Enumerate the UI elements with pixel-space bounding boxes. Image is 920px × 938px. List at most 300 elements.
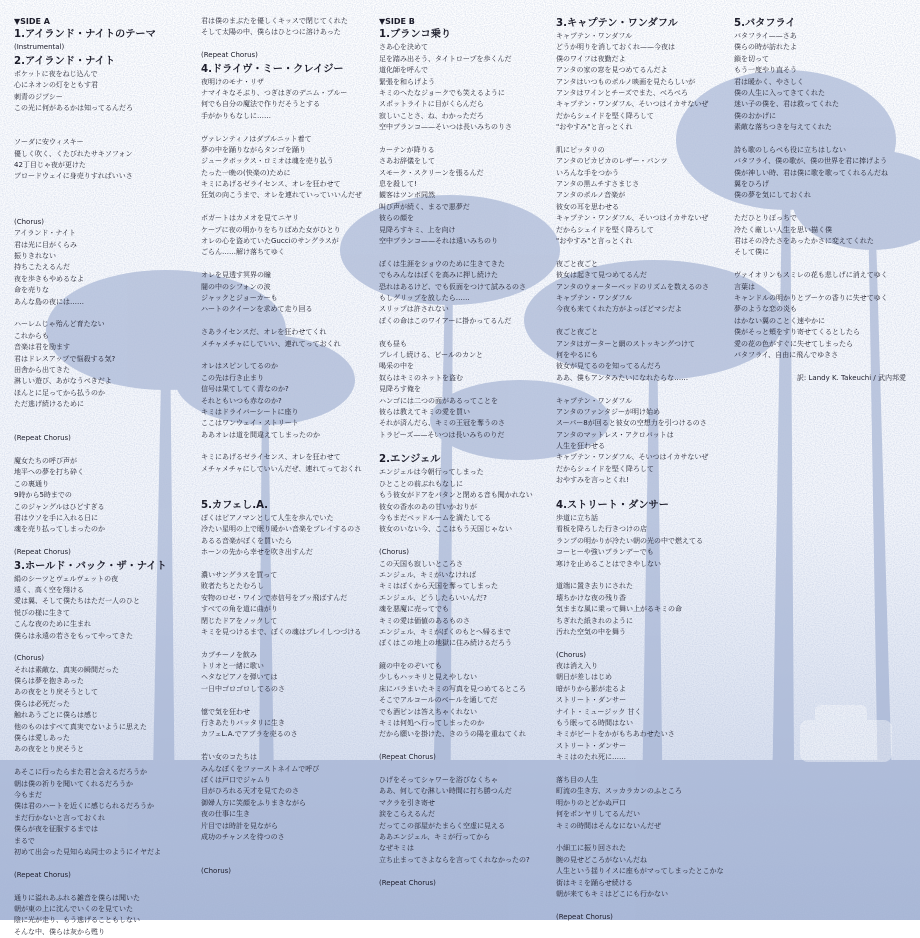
lyric-line: キャンドルの明かりとブーケの香りに失せてゆく	[734, 293, 888, 302]
lyric-line: 何をやるにも	[556, 350, 598, 359]
lyric-line: エンジェル、どうしたらいいんだ?	[379, 593, 487, 602]
lyric-line	[379, 134, 547, 145]
lyric-line: 心にネオンの灯をともす君	[14, 81, 98, 90]
song-title: 2.エンジェル	[379, 454, 441, 466]
lyric-line: ぼくの命はこのワイアーに掛かってるんだ	[379, 316, 512, 325]
lyric-line: エンジェル、キミがいなければ	[379, 570, 477, 579]
lyric-line: 今もまだベッドルームを満たしてる	[379, 514, 491, 523]
lyric-line: 愛の花の色がすぐに失せてしまったら	[734, 339, 853, 348]
lyric-line: 成功のチャンスを待つのさ	[201, 832, 285, 841]
lyric-line: 初めて出会った見知らぬ同士のようにイヤだよ	[14, 847, 161, 856]
lyric-line	[201, 39, 369, 50]
lyric-line: 詩も歌のしらべも役に立ちはしない	[734, 145, 846, 154]
lyrics-column-3	[379, 16, 547, 889]
lyric-line: まるで	[14, 836, 35, 845]
lyric-line: 鏡の中をのぞいても	[379, 662, 442, 671]
lyric-line: 叫び声が続く、まるで悪夢だ	[379, 202, 470, 211]
lyric-line	[201, 638, 369, 649]
lyric-line	[201, 741, 369, 752]
lyric-line: 敗者たちとたむろし	[201, 582, 264, 591]
lyric-line	[14, 183, 182, 194]
lyric-line	[201, 316, 369, 327]
lyric-line: 絹のシーツとヴェルヴェットの夜	[14, 574, 119, 583]
lyric-line: 少しもハッキリと見えやしない	[379, 673, 477, 682]
lyric-line: 他のものはすべて真実でないように思えた	[14, 722, 147, 731]
lyric-line: (Repeat Chorus)	[14, 548, 71, 557]
lyric-line: 彼らの顔を	[379, 214, 414, 223]
lyric-line: 見降ろす俺を	[379, 385, 421, 394]
lyric-line: 信号は果てしてく青なのか?	[201, 385, 289, 394]
side-label: ▼SIDE A	[14, 17, 50, 26]
lyric-line: (Chorus)	[14, 217, 45, 226]
lyric-line: キミはぼくから天国を奪ってしまった	[379, 582, 498, 591]
lyric-line: メチャメチャにしていいんだぜ、連れてっておくれ	[201, 464, 362, 473]
lyric-line: 寂しいことさ、ね、わかっただろ	[379, 111, 484, 120]
lyric-line	[556, 570, 724, 581]
lyric-line	[201, 855, 369, 866]
lyric-line: 立ち止まってさよならを言ってくれなかったの?	[379, 855, 530, 864]
lyric-line: ぼくはピアノマンとして人生を歩んでいた	[201, 514, 334, 523]
lyric-line: ハーレムじゃ殆んど育たない	[14, 320, 105, 329]
lyric-line	[556, 900, 724, 911]
lyric-line: 夜明けのモナ・リザ	[201, 77, 264, 86]
lyric-line: キミにあげるゼライセンス、オレを狂わせて	[201, 453, 341, 462]
lyric-line	[201, 695, 369, 706]
lyric-line: それが済んだら、キミの王冠を奪うのさ	[379, 419, 505, 428]
lyric-line: これからも	[14, 331, 49, 340]
lyric-line: いろんな手をつかう	[556, 168, 619, 177]
lyric-line: キミはドライバーシートに座り	[201, 407, 299, 416]
lyric-line: 田舎から出てきた	[14, 365, 70, 374]
lyric-line: (Repeat Chorus)	[556, 912, 613, 921]
lyric-line: アンタのファンタジーが明け始め	[556, 407, 661, 416]
lyric-line: 僕らの時が訪れたよ	[734, 43, 797, 52]
lyric-line: 触れあうごとに僕らは感じ	[14, 711, 98, 720]
lyric-line	[201, 475, 369, 486]
lyric-line: 小細工に振り回された	[556, 844, 626, 853]
lyric-line: アンタの黒ムチすさまじさ	[556, 180, 640, 189]
lyric-line: ひげをそってシャワーを浴びなくちゃ	[379, 776, 498, 784]
lyric-line: 奴らはキミのネットを盗む	[379, 373, 463, 382]
lyric-line: アンタのポルノ音楽が	[556, 191, 626, 200]
lyric-line: ジュークボックス・ロミオは魂を売り払う	[201, 157, 334, 166]
lyric-line: 魂を悪魔に売ってでも	[379, 605, 449, 614]
lyric-line: 今夜も来てくれた方がよっぽどマシだよ	[556, 305, 682, 314]
lyric-line: 夜も昼も	[379, 339, 407, 348]
lyric-line	[734, 259, 906, 270]
lyric-line: このジャングルはひどすぎる	[14, 502, 105, 511]
lyric-line	[201, 559, 369, 570]
lyric-line	[201, 122, 369, 133]
lyric-line: バタフライ——さあ	[734, 32, 797, 40]
lyric-line: もう眠ってる時間はない	[556, 719, 633, 728]
lyric-line: バタフライ、自由に飛んでゆきさ	[734, 350, 839, 359]
lyric-line: 見降ろすキミ、上を向け	[379, 225, 456, 234]
lyric-line: 迷い子の僕を、君は救ってくれた	[734, 100, 839, 109]
lyric-line: 言葉は	[734, 282, 755, 291]
lyric-line: (Instrumental)	[14, 43, 65, 52]
lyric-line: 人生を狂わせる	[556, 442, 605, 451]
lyric-line: 何をポンヤリしてるんだい	[556, 810, 640, 819]
lyric-line: ぼくはこの地上の地獄に住み続けるだろう	[379, 639, 512, 648]
lyric-line: 街はキミを踊らせ続ける	[556, 878, 633, 887]
lyric-line: 涙をこらえるんだ	[379, 810, 435, 819]
lyric-line: 観客はツンボ同然	[379, 191, 435, 200]
lyric-line: だから願いを掛けた、きのうの陽を重ねてくれ	[379, 730, 526, 739]
lyric-line: 朝日が差しはじめ	[556, 673, 612, 682]
lyric-line: 彼女が見てるのを知ってるんだろ	[556, 362, 661, 371]
lyric-line: アンタはガーターと網のストッキングつけて	[556, 339, 696, 348]
lyric-line	[201, 843, 369, 854]
song-title: 4.ドライヴ・ミー・クレイジー	[201, 63, 344, 75]
lyric-line: (Chorus)	[201, 867, 232, 876]
lyric-line	[14, 411, 182, 422]
lyric-line: それは素敵な、真実の瞬間だった	[14, 665, 119, 674]
lyric-line: 朝は僕の祈りを聞いてくれるだろうか	[14, 779, 133, 788]
lyric-line: ぼくは戸口でジャムり	[201, 776, 271, 784]
lyric-line: ヘタなピアノを弾いては	[201, 673, 278, 682]
lyric-line: 9時から5時までの	[14, 491, 72, 500]
lyric-line: 片目では時計を見ながら	[201, 821, 278, 830]
lyric-line: 空中ブランコ——それは遠いみちのり	[379, 237, 498, 246]
lyric-line: メチャメチャにしていい、連れてっておくれ	[201, 339, 341, 348]
lyric-line: 通りに溢れあふれる雑音を僕らは聞いた	[14, 893, 140, 902]
lyric-line: 鎖を切って	[734, 54, 769, 63]
lyric-line: 振りきれない	[14, 252, 56, 261]
lyric-line: 刺青のジプシー	[14, 92, 63, 101]
lyric-line: でも酒ビンは答えちゃくれない	[379, 707, 477, 716]
lyric-line: だからシェイドを堅く降ろして	[556, 225, 654, 234]
lyric-line: 彼女は起きて見つめてるんだ	[556, 271, 647, 280]
lyric-line: トリオと一緒に歌い	[201, 662, 264, 671]
lyric-line: 御婦人方に笑顔をふりまきながら	[201, 798, 306, 807]
lyric-line	[556, 487, 724, 498]
lyric-line: キャプテン・ワンダフル、そいつはイカサないぜ	[556, 214, 709, 223]
lyrics-column-4	[556, 16, 724, 923]
lyric-line: 冷たい星明の上で眠り暖かい音楽をプレイするのさ	[201, 525, 362, 534]
lyric-line: さあライセンスだ、オレを狂わせてくれ	[201, 328, 327, 337]
lyric-line: あの夜をとり戻そうとして	[14, 688, 98, 697]
lyric-line	[14, 422, 182, 433]
lyric-line: 何でも自分の魔法で作りだそうとする	[201, 100, 320, 109]
lyric-line	[14, 194, 182, 205]
lyric-line: アンタの家の窓を見つめてるんだよ	[556, 66, 668, 75]
song-title: 2.アイランド・ナイト	[14, 55, 116, 67]
lyric-line: 床にバラまいたキミの写真を見つめてるところ	[379, 684, 526, 693]
lyric-line: (Repeat Chorus)	[201, 51, 258, 60]
lyric-line: ごらん……解け落ちてゆく	[201, 248, 285, 257]
lyric-line: 狂気の向こうまで、オレを連れていっていいんだぜ	[201, 191, 362, 200]
lyric-line: 君は光に目がくらみ	[14, 240, 77, 249]
lyric-line: キャプテン・ワンダフル、そいつはイカサないぜ	[556, 100, 709, 109]
lyric-line: ヴァレンティノはダブルニット着て	[201, 134, 312, 143]
lyric-line: 足を踏み出そう、タイトロープを歩くんだ	[379, 54, 512, 63]
lyric-line: キミはのたれ死に……	[556, 753, 626, 762]
lyric-line: (Chorus)	[556, 650, 587, 659]
lyric-line: (Chorus)	[379, 548, 410, 557]
lyric-line: ここはワンウェイ・ストリート	[201, 419, 299, 428]
lyrics-column-5	[734, 16, 906, 384]
lyric-line: カプチーノを飲み	[201, 650, 257, 659]
lyric-line	[201, 350, 369, 361]
lyric-line: でもみんなはぼくを高みに押し続けた	[379, 271, 498, 280]
lyric-line: キミを見つけるまで、ぼくの魂はプレイしつづける	[201, 627, 362, 636]
song-title: 1.ブランコ乗り	[379, 29, 452, 41]
lyric-line: 息を殺して!	[379, 180, 417, 189]
lyric-line: だからシェイドを堅く降ろして	[556, 464, 654, 473]
lyric-line: あんな島の夜には……	[14, 297, 84, 306]
lyric-line: (Repeat Chorus)	[379, 878, 436, 887]
lyric-line: 僕らは必死だった	[14, 699, 70, 708]
lyric-line: キャプテン・ワンダフル	[556, 396, 633, 405]
lyric-line: 持ちこたえるんだ	[14, 263, 70, 272]
lyric-line	[379, 536, 547, 547]
lyric-line: はかない翼のことく速やかに	[734, 316, 825, 325]
lyric-line: 汚れた空気の中を舞う	[556, 627, 626, 636]
lyric-line: ポケットに夜をねじ込んで	[14, 69, 98, 78]
lyric-line: 肌にピッタリの	[556, 145, 605, 154]
lyric-line: バタフライ、僕の歌が、僕の世界を君に捧げよう	[734, 157, 888, 166]
lyric-line: 夢のような恋の炎も	[734, 305, 797, 314]
lyric-line: 陰に光が走り、もう逃げることもしない	[14, 916, 140, 925]
lyric-line: そんな中、僕らは灰から甦り	[14, 927, 105, 936]
lyric-line	[14, 308, 182, 319]
lyric-line: スーパー8が回ると彼女の空想力を引つけるのさ	[556, 419, 707, 428]
lyric-line: ただ逃げ続けるために	[14, 400, 84, 409]
lyric-line: 僕のワイフは夜勤だよ	[556, 54, 626, 63]
lyric-line	[201, 259, 369, 270]
song-title: 4.ストリート・ダンサー	[556, 500, 669, 512]
lyric-line: 歩道に立ち話	[556, 514, 598, 523]
lyric-line: 音楽は君を励ます	[14, 343, 70, 352]
lyric-line: スリップは許されない	[379, 305, 449, 314]
lyric-line: エンジェルは今朝行ってしまった	[379, 468, 484, 477]
lyric-line: 壊ちかけな夜の残り香	[556, 593, 626, 602]
lyric-line	[556, 134, 724, 145]
lyric-line: だってこの部屋がたまらく空虚に見える	[379, 821, 505, 830]
lyric-line: 愛は翼、そして僕たちはただ一人のひと	[14, 597, 140, 606]
lyric-line: コーヒーや強いブランデーでも	[556, 548, 654, 557]
song-title: 5.バタフライ	[734, 18, 796, 29]
lyric-line: 僕の人生に入ってきてくれた	[734, 88, 825, 97]
lyric-line: アンタのピカピカのレザー・パンツ	[556, 157, 668, 166]
lyric-line: この先は行き止まり	[201, 373, 264, 382]
lyric-line: 看板を降ろした行きつけの店	[556, 525, 647, 534]
lyric-line: 彼女の耳を思わせる	[556, 202, 619, 211]
lyric-line: 夜ごと夜ごと	[556, 259, 598, 268]
lyric-line: ぼくは生涯をショウのために生きてきた	[379, 259, 505, 268]
lyric-line: ストリート・ダンサー	[556, 696, 627, 705]
lyric-line: 彼女のいない今、ここはもう天国じゃない	[379, 525, 512, 534]
lyric-line: アンタのマットレス・アクロバットは	[556, 430, 674, 439]
lyric-line: 淋しい遊び、あがなうべきだよ	[14, 377, 112, 386]
lyric-line: (Repeat Chorus)	[14, 870, 71, 879]
lyric-line	[556, 832, 724, 843]
lyric-line: "おやすみ"と言っとくれ	[556, 123, 633, 132]
lyric-line: 若い女のコたちは	[201, 753, 257, 762]
lyric-line: この裏通り	[14, 479, 49, 488]
lyric-line	[14, 114, 182, 125]
lyric-line: 行きあたりバッタリに生き	[201, 719, 285, 728]
lyric-line: 僕の夢を気にしておくれ	[734, 191, 811, 200]
lyric-line	[556, 247, 724, 258]
lyric-line	[14, 858, 182, 869]
lyric-line: エンジェル、キミがぼくのもとへ帰るまで	[379, 627, 511, 636]
lyric-line: 安物のロゼ・ワインで赤信号をブッ飛ばすんだ	[201, 593, 348, 602]
lyric-line: 魂を売り払ってしまったのか	[14, 525, 105, 534]
lyric-line: 僕らは愛しあった	[14, 734, 70, 743]
lyric-line: 君はドレスアップで悩殺する気?	[14, 354, 116, 363]
lyric-line: オレはスピンしてるのか	[201, 362, 278, 371]
lyric-line: ああオレは道を間違えてしまったのか	[201, 430, 320, 439]
lyric-line: ジャックとジョーカーも	[201, 293, 278, 302]
lyric-line	[14, 205, 182, 216]
lyric-line: 今もまだ	[14, 791, 42, 799]
lyric-line: 僕のおかげに	[734, 111, 776, 120]
lyric-line: 落ち目の人生	[556, 776, 598, 784]
lyric-line: 彼女の香水のあの甘いかおりが	[379, 502, 477, 511]
lyric-line: マクラを引き寄せ	[379, 798, 435, 807]
lyric-line: もう一度やり直そう	[734, 66, 797, 75]
lyric-line: 悦びの様に生きて	[14, 608, 70, 617]
lyric-line: 暗がりから影が走るよ	[556, 684, 626, 693]
lyric-line: キミにあげるゼライセンス、オレを狂わせて	[201, 180, 341, 189]
lyric-line: まだ行かないと言っておくれ	[14, 813, 105, 822]
lyric-line: 魔女たちの呼び声が	[14, 457, 77, 466]
lyric-line	[14, 126, 182, 137]
translator-credit: 訳: Landy K. Takeuchi / 武内邦愛	[796, 373, 906, 382]
lyric-line: 地平への夢を打ち砕く	[14, 468, 84, 477]
lyric-line	[379, 764, 547, 775]
lyric-line	[379, 327, 547, 338]
lyric-line: キャプテン・ワンダフル、そいつはイカサないぜ	[556, 453, 709, 462]
song-title: 3.キャプテン・ワンダフル	[556, 18, 678, 29]
lyric-line: みんなぼくをファーストネイムで呼び	[201, 764, 320, 773]
lyric-line: 僕らは夢を抱きあった	[14, 677, 84, 686]
lyric-line: ただひとりぽっちで	[734, 214, 797, 223]
lyric-line: ヴァイオリンもスミレの花も悲しげに消えてゆく	[734, 271, 888, 280]
lyric-line: ランプの明かりが冷たい朝の光の中で燃えてる	[556, 536, 703, 545]
lyric-line: さあ心を決めて	[379, 43, 428, 52]
lyric-line: なぜキミは	[379, 844, 414, 853]
lyric-line	[14, 445, 182, 456]
lyric-line: プレイし続ける、ビールのカンと	[379, 350, 483, 359]
song-title: 3.ホールド・バック・ザ・ナイト	[14, 560, 167, 572]
lyric-line: 夜は消え入り	[556, 662, 598, 671]
lyric-line	[379, 741, 547, 752]
lyric-line: ナイト・ミュージック 甘く	[556, 707, 642, 716]
lyric-line: キミがビートをかがもちあわせたいさ	[556, 730, 675, 739]
lyric-line: あそこに行ったらまた君と会えるだろうか	[14, 768, 147, 777]
lyric-line	[14, 642, 182, 653]
lyric-line: 夜の仕事に生き	[201, 810, 250, 819]
lyric-line: 僕がそっと頬をすり寄せてくるとしたら	[734, 328, 860, 337]
lyric-line: 人生という揺りイスに座もがマってしまったとこかな	[556, 867, 724, 876]
lyric-line: ハートのクイーンを求めて走り回る	[201, 305, 313, 314]
lyric-line: 僕が神しい時、君は僕に歌を歌ってくれるんだね	[734, 168, 888, 177]
lyric-line: キミは何処へ行ってしまったのか	[379, 719, 484, 728]
lyric-line: 閉じたドアをノックして	[201, 616, 278, 625]
song-title: 5.カフェし.A.	[201, 500, 269, 512]
lyric-line: 君は僕のまぶたを優しくキッスで閉じてくれた	[201, 17, 348, 25]
lyric-line	[201, 441, 369, 452]
lyric-line: あの夜をとり戻そうと	[14, 745, 84, 754]
lyric-line	[14, 756, 182, 767]
lyric-line: 僕は君のハートを近くに感じられるだろうか	[14, 802, 154, 811]
lyric-line: ひとことの前ぶれもなしに	[379, 479, 463, 488]
lyric-line: 冷たく厳しい人生を思い描く僕	[734, 225, 832, 234]
lyric-line: 手がかりもなしに……	[201, 111, 271, 120]
lyric-line	[201, 487, 369, 498]
lyric-line: こんな夜のために生まれ	[14, 620, 91, 629]
lyric-line: ソーダに安ウィスキー	[14, 138, 84, 147]
side-label: ▼SIDE B	[379, 17, 415, 26]
lyric-line: さあお辞儀をして	[379, 157, 435, 166]
lyric-line: (Chorus)	[14, 654, 45, 663]
lyric-line: ケープに夜の明かりをちりばめた女がひとり	[201, 225, 341, 234]
lyric-line: 夜ごと夜ごと	[556, 328, 598, 337]
lyric-line: 一日中ゴロゴロしてるのさ	[201, 684, 285, 693]
lyric-line	[734, 134, 906, 145]
lyric-line	[734, 202, 906, 213]
lyric-line: カーテンが降りる	[379, 145, 435, 154]
lyric-line: あるる音楽がぼくを買いたら	[201, 536, 292, 545]
lyric-line	[556, 638, 724, 649]
lyric-line: ブロードウェイに身売りすればいいさ	[14, 172, 133, 181]
lyric-line: おやすみを言っとくれ!	[556, 476, 629, 485]
lyric-line: ボガートはカメオを見てニヤリ	[201, 214, 299, 223]
lyric-line: 道化師を呼んで	[379, 66, 428, 75]
lyric-line	[201, 202, 369, 213]
lyric-line: キミの愛は価値のあるものさ	[379, 616, 470, 625]
lyric-line: 夢の中を踊りながらタンゴを踊り	[201, 145, 306, 154]
lyric-line: キャプテン・ワンダフル	[556, 32, 633, 40]
lyric-line	[14, 881, 182, 892]
lyric-line: 夜を歩きもやめるなよ	[14, 274, 84, 283]
lyric-line: アイランド・ナイト	[14, 229, 76, 238]
lyric-line: 遠く、高く空を翔ける	[14, 585, 84, 594]
lyric-line: もしグリップを放したら……	[379, 293, 470, 302]
lyric-line	[379, 650, 547, 661]
lyric-line	[379, 866, 547, 877]
lyric-line: ああエンジェル、キミが行ってから	[379, 832, 491, 841]
song-title: 1.アイランド・ナイトのテーマ	[14, 29, 156, 41]
lyric-line: 憶で気を狂わせ	[201, 707, 250, 716]
lyric-line: どうか明りを消しておくれ——今夜は	[556, 43, 675, 52]
lyric-line	[379, 247, 547, 258]
lyric-line: すべての角を道に曲がり	[201, 605, 278, 614]
lyric-line	[14, 536, 182, 547]
lyric-line: キャプテン・ワンダフル	[556, 293, 633, 302]
lyric-line: 目がひろれる天才を見てたのさ	[201, 787, 299, 796]
lyric-line: 素敵な落ちつきを与えてくれた	[734, 123, 832, 132]
lyric-line: 翼をひろげ	[734, 180, 769, 189]
lyric-line: 明かりのとどかぬ戸口	[556, 798, 626, 807]
lyric-line: 道端に置き去りにされた	[556, 582, 633, 591]
lyric-line: (Repeat Chorus)	[379, 753, 436, 762]
lyric-line: 町流の生き方、スッカラカンのふところ	[556, 787, 682, 796]
lyric-line	[556, 384, 724, 395]
lyric-line: もう彼女がドアをバタンと閉める音も聞かれない	[379, 491, 533, 500]
lyric-line: ストリート・ダンサー	[556, 741, 627, 750]
lyric-line: アンタのウォーターベッドのリズムを数えるのさ	[556, 282, 710, 291]
lyric-line: 恐れはあるけど、でも仮面をつけて試みるのさ	[379, 282, 526, 291]
lyric-line: (Repeat Chorus)	[14, 434, 71, 443]
lyric-line: 君は暖かく、やさしく	[734, 77, 804, 86]
lyric-line: ホーンの先から幸せを吹き出すんだ	[201, 548, 313, 557]
lyric-line: この光に何があるかは知ってるんだろ	[14, 103, 133, 112]
lyric-line	[556, 316, 724, 327]
